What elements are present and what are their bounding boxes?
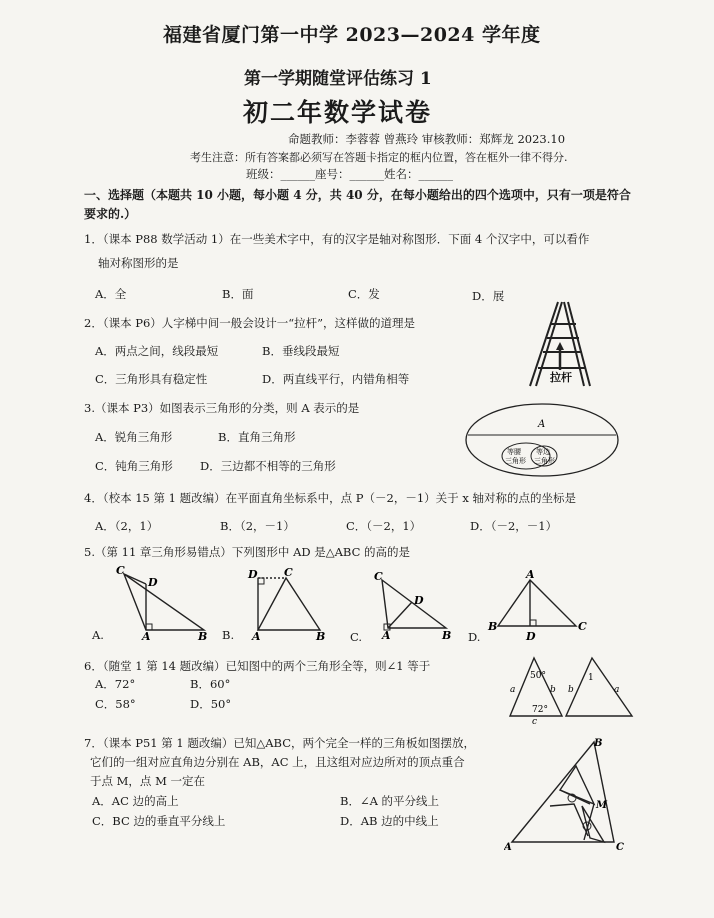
q4-option-d: D．（－2，－1） bbox=[470, 519, 558, 533]
ladder-figure bbox=[520, 298, 606, 390]
q6-option-a: A．72° bbox=[95, 677, 136, 691]
q5-option-d: D. bbox=[468, 630, 481, 644]
q7-option-d: D．AB 边的中线上 bbox=[340, 814, 439, 828]
q6-angle-1: 1 bbox=[588, 673, 594, 683]
q3-option-b: B．直角三角形 bbox=[218, 430, 296, 444]
q5-option-a: A. bbox=[92, 628, 104, 642]
classification-label-a: A bbox=[538, 419, 546, 430]
q7-stem-c: 于点 M，点 M 一定在 bbox=[90, 774, 206, 788]
q6-side-b-2: b bbox=[568, 685, 574, 695]
q3-option-c: C．钝角三角形 bbox=[95, 459, 173, 473]
school-header: 福建省厦门第一中学 2023—2024 学年度 bbox=[163, 24, 541, 46]
exam-title: 初二年数学试卷 bbox=[243, 98, 433, 127]
q2-stem: 2．（课本 P6）人字梯中间一般会设计一“拉杆”，这样做的道理是 bbox=[84, 316, 416, 330]
q7-option-c: C．BC 边的垂直平分线上 bbox=[92, 814, 226, 828]
q3-stem: 3.（课本 P3）如图表示三角形的分类，则 A 表示的是 bbox=[84, 401, 360, 415]
q5b-label-a: A bbox=[252, 630, 261, 642]
q6-angle-bottom: 72° bbox=[532, 705, 548, 715]
q5c-label-b: B bbox=[442, 629, 452, 640]
q7-option-b: B．∠A 的平分线上 bbox=[340, 794, 440, 808]
q7-figure bbox=[504, 734, 630, 852]
notice-line: 考生注意：所有答案都必须写在答题卡指定的框内位置，答在框外一律不得分. bbox=[190, 151, 568, 164]
q5c-label-a: A bbox=[382, 629, 391, 640]
q5d-label-b: B bbox=[488, 620, 498, 633]
triangle-classification-figure bbox=[464, 402, 620, 478]
q5-stem: 5.（第 11 章三角形易错点）下列图形中 AD 是△ABC 的高的是 bbox=[84, 545, 411, 559]
q4-stem: 4．（校本 15 第 1 题改编）在平面直角坐标系中，点 P（－2，－1）关于 x 轴对称的点的坐标是 bbox=[84, 491, 576, 505]
q6-side-a-2: a bbox=[614, 685, 620, 695]
q5-figure-c bbox=[370, 568, 460, 640]
q6-option-c: C．58° bbox=[95, 697, 136, 711]
equilateral-label-2: 三角形 bbox=[534, 457, 555, 465]
q6-option-d: D．50° bbox=[190, 697, 232, 711]
q2-option-c: C．三角形具有稳定性 bbox=[95, 372, 208, 386]
q1-option-d: D．展 bbox=[472, 289, 505, 303]
q4-option-a: A．（2，1） bbox=[95, 519, 159, 533]
ladder-label: 拉杆 bbox=[550, 371, 572, 384]
q5-option-c: C. bbox=[350, 630, 363, 644]
q7-label-c: C bbox=[616, 842, 624, 852]
q1-option-b: B．面 bbox=[222, 287, 254, 301]
q6-side-a: a bbox=[510, 685, 516, 695]
authors-line: 命题教师：李蓉蓉 曾燕玲 审核教师：郑辉龙 2023.10 bbox=[288, 132, 566, 146]
q5b-label-b: B bbox=[316, 630, 326, 642]
q7-label-m: M bbox=[596, 800, 608, 811]
q5-option-b: B. bbox=[222, 628, 235, 642]
q5a-label-c: C bbox=[116, 564, 125, 577]
q4-option-b: B．（2，－1） bbox=[220, 519, 295, 533]
q6-angle-top: 50° bbox=[530, 671, 546, 681]
student-fields: 班级：______座号：______姓名：______ bbox=[246, 167, 453, 181]
q5-figure-a bbox=[112, 562, 212, 642]
q5a-label-d: D bbox=[148, 576, 158, 589]
q7-stem-a: 7．（课本 P51 第 1 题改编）已知△ABC，两个完全一样的三角板如图摆放， bbox=[84, 736, 475, 750]
q7-label-b: B bbox=[594, 738, 603, 749]
q5c-label-c: C bbox=[374, 570, 383, 583]
q6-option-b: B．60° bbox=[190, 677, 231, 691]
isosceles-label-1: 等腰 bbox=[507, 448, 521, 456]
q2-option-a: A．两点之间，线段最短 bbox=[95, 344, 219, 358]
q6-stem: 6．（随堂 1 第 14 题改编）已知图中的两个三角形全等，则∠1 等于 bbox=[84, 659, 431, 673]
q7-option-a: A．AC 边的高上 bbox=[92, 794, 179, 808]
q1-option-a: A．全 bbox=[95, 287, 127, 301]
section-title: 一、选择题（本题共 10 小题，每小题 4 分，共 40 分，在每小题给出的四个选项中，只有一项是符合要求的.） bbox=[84, 188, 631, 221]
q6-figure bbox=[504, 652, 640, 726]
q5a-label-b: B bbox=[198, 630, 208, 642]
q5d-label-d: D bbox=[526, 630, 536, 642]
q1-stem-b: 轴对称图形的是 bbox=[98, 256, 179, 270]
q3-option-a: A．锐角三角形 bbox=[95, 430, 173, 444]
q3-option-d: D．三边都不相等的三角形 bbox=[200, 459, 336, 473]
q6-side-b: b bbox=[550, 685, 556, 695]
q5d-label-c: C bbox=[578, 620, 587, 633]
q2-option-b: B．垂线段最短 bbox=[262, 344, 340, 358]
q5b-label-d: D bbox=[248, 568, 258, 581]
q5-figure-b bbox=[240, 562, 330, 642]
q1-stem-a: 1．（课本 P88 数学活动 1）在一些美术字中，有的汉字是轴对称图形．下面 4 个汉字中，可以看作 bbox=[84, 232, 590, 246]
isosceles-label-2: 三角形 bbox=[505, 457, 526, 465]
q6-side-c: c bbox=[532, 717, 538, 726]
q5d-label-a: A bbox=[526, 568, 535, 581]
q7-label-a: A bbox=[504, 842, 512, 852]
equilateral-label-1: 等边 bbox=[536, 448, 550, 456]
exam-subtitle: 第一学期随堂评估练习 1 bbox=[244, 69, 432, 89]
q5c-label-d: D bbox=[414, 594, 424, 607]
q7-stem-b: 它们的一组对应直角边分别在 AB，AC 上，且这组对应边所对的顶点重合 bbox=[90, 755, 465, 769]
q5b-label-c: C bbox=[284, 566, 293, 579]
q1-option-c: C．发 bbox=[348, 287, 380, 301]
q5-figure-d bbox=[486, 566, 596, 642]
q4-option-c: C．（－2，1） bbox=[346, 519, 422, 533]
q5a-label-a: A bbox=[142, 630, 151, 642]
q2-option-d: D．两直线平行，内错角相等 bbox=[262, 372, 410, 386]
